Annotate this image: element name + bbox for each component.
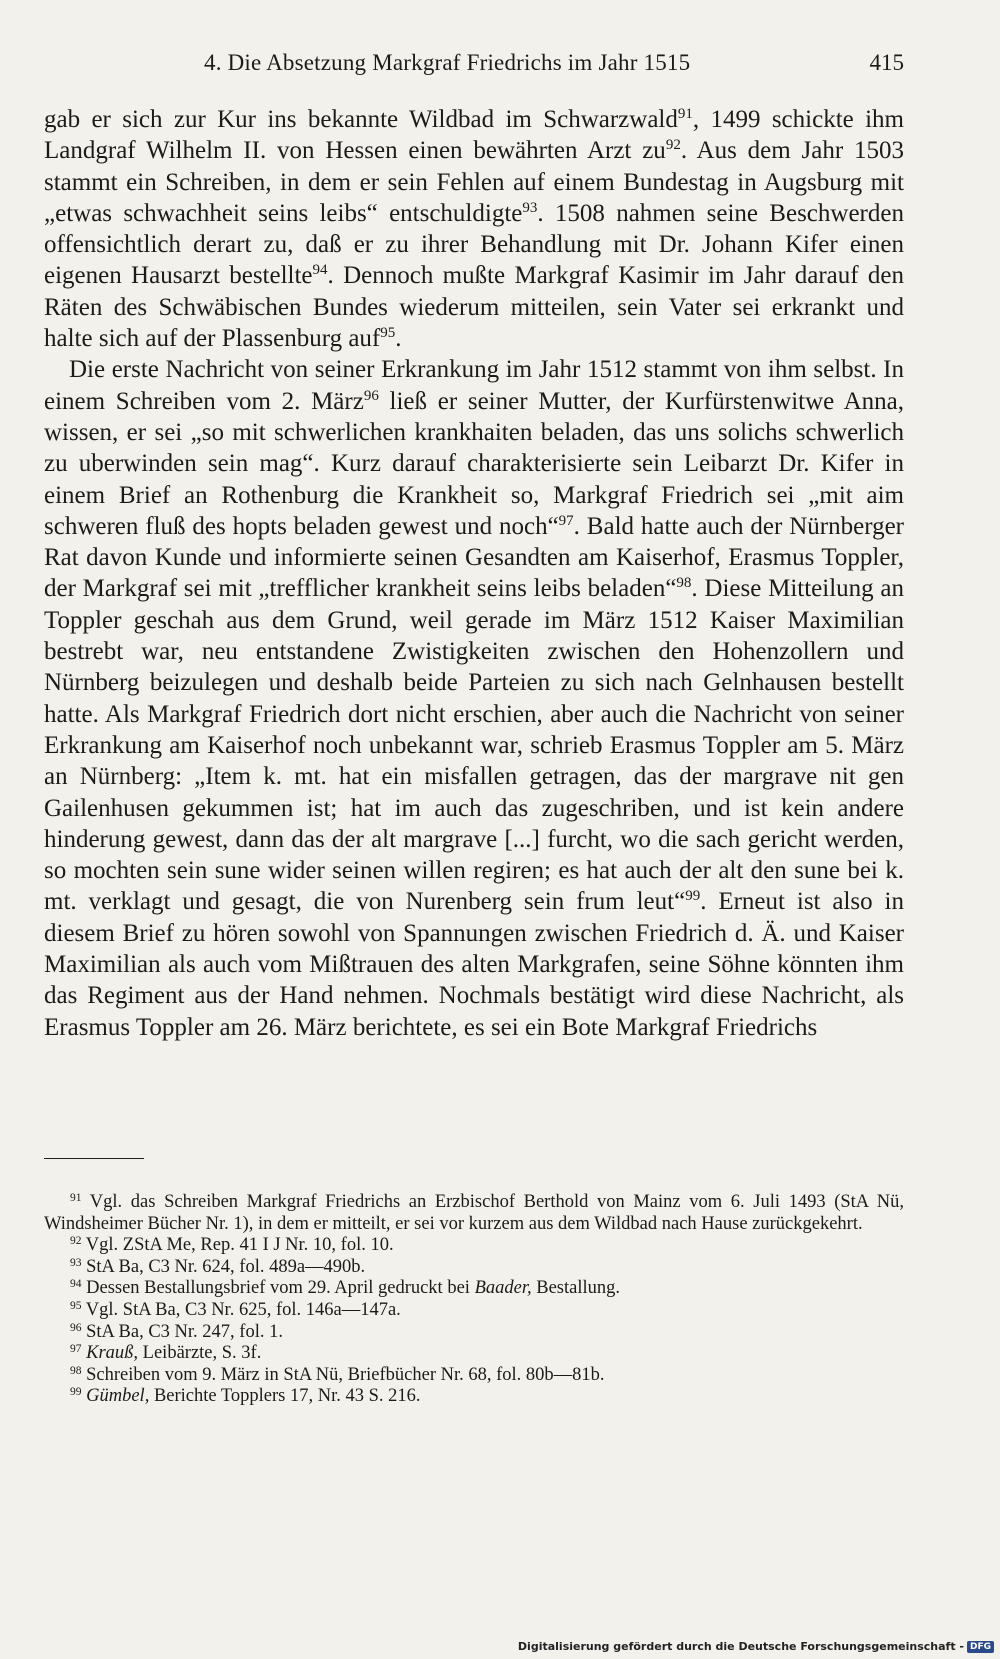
text-run: , 1499 schickte ihm Landgraf Wilhelm II. von Hessen einen bewährten Arzt zu	[44, 106, 904, 165]
footnote-ref: 96	[363, 387, 379, 404]
footnotes	[44, 1192, 904, 1408]
footnote-ref: 92	[665, 137, 681, 154]
text-run: . 1508 nahmen seine Beschwerden offensichtlich derart zu, daß er zu ihrer Behandlung mit Dr. Johann Kifer einen eigenen Hausarzt bestellte	[44, 199, 904, 290]
text-run: . Diese Mitteilung an Toppler geschah aus dem Grund, weil gerade im März 1512 Kaiser Maximilian bestrebt war, neu entstandene Zwistigkeiten zwischen den Hohenzollern und Nürnberg beizulegen und deshalb beide Parteien zu sich nach Gelnhausen bestellt hatte. Als Markgraf Friedrich dort nicht erschien, aber auch die Nachricht von seiner Erkrankung am Kaiserhof noch unbekannt war, schrieb Erasmus Toppler am 5. März an Nürnberg: „Item k. mt. hat ein misfallen getragen, das der margrave nit gen Gailenhusen gekummen ist; hat im auch das zugeschriben, und ist kein andere hinderung gewest, dann das der alt margrave [...] furcht, wo die sach gericht werden, so mochten sein sune wider seinen willen regiren; es hat auch der alt den sune bei k. mt. verklagt und gesagt, die von Nurenberg sein frum leut“	[44, 575, 904, 916]
text-run: Vgl. ZStA Me, Rep. 41 I J Nr. 10, fol. 10.	[81, 1235, 394, 1256]
footnote-ref: 97	[70, 1343, 82, 1356]
page-header	[44, 50, 904, 84]
text-run: . Aus dem Jahr 1503 stammt ein Schreiben, in dem er sein Fehlen auf einem Bundestag in Augsburg mit „etwas schwachheit seins leibs“ entschuldigte	[44, 137, 904, 227]
text-run: Schreiben vom 9. März in StA Nü, Briefbücher Nr. 68, fol. 80b—81b.	[81, 1364, 605, 1385]
italic-author: Gümbel,	[86, 1386, 150, 1407]
text-run: . Erneut ist also in diesem Brief zu hören sowohl von Spannungen zwischen Friedrich d. Ä. und Kaiser Maximilian als auch vom Mißtrauen des alten Markgrafen, seine Söhne könnten ihm das Regiment aus der Hand nehmen. Nochmals bestätigt wird diese Nachricht, als Erasmus Toppler am 26. März berichtete, es sei ein Bote Markgraf Friedrichs	[44, 888, 904, 1041]
footnote	[44, 1343, 904, 1365]
footnote-ref: 99	[70, 1386, 82, 1399]
footnote-ref: 98	[70, 1364, 82, 1377]
text-run: ließ er seiner Mutter, der Kurfürstenwitwe Anna, wissen, er sei „so mit schwerlichen krankhaiten beladen, das uns solichs schwerlich zu uberwinden sein mag“. Kurz darauf charakterisierte sein Leibarzt Dr. Kifer in einem Brief an Rothenburg die Krankheit so, Markgraf Friedrich sei „mit aim schweren fluß des hopts beladen gewest und noch“	[44, 387, 905, 540]
text-run: Dessen Bestallungsbrief vom 29. April gedruckt bei	[81, 1278, 475, 1299]
footnote-ref: 94	[70, 1278, 82, 1291]
paragraph	[44, 354, 904, 1043]
text-run: Berichte Topplers 17, Nr. 43 S. 216.	[149, 1386, 421, 1407]
footnote	[44, 1257, 904, 1279]
main-text	[44, 104, 904, 1043]
text-run: Die erste Nachricht von seiner Erkrankung im Jahr 1512 stammt von ihm selbst. In einem Schreiben vom 2. März	[44, 356, 904, 415]
footnote-ref: 92	[70, 1235, 82, 1248]
text-run: Bestallung.	[531, 1278, 620, 1299]
page-number: 415	[869, 50, 904, 75]
footnote	[44, 1192, 904, 1235]
italic-author: Krauß,	[86, 1343, 139, 1364]
text-run: Vgl. das Schreiben Markgraf Friedrichs an Erzbischof Berthold von Mainz vom 6. Juli 1493 (StA Nü, Windsheimer Bücher Nr. 1), in dem er mitteilt, er sei vor kurzem aus dem Wildbad nach Hause zurückgekehrt.	[44, 1192, 904, 1234]
footnote-ref: 93	[522, 199, 538, 216]
text-run: . Dennoch mußte Markgraf Kasimir im Jahr darauf den Räten des Schwäbischen Bundes wiederum mitteilen, sein Vater sei erkrankt und halte sich auf der Plassenburg auf	[44, 262, 904, 353]
footnote-ref: 97	[558, 512, 574, 529]
credit-text: Digitalisierung gefördert durch die Deutsche Forschungsgemeinschaft -	[517, 1640, 964, 1653]
footnote-ref: 93	[70, 1256, 82, 1269]
paragraph	[44, 104, 904, 354]
running-title: 4. Die Absetzung Markgraf Friedrichs im Jahr 1515	[204, 50, 691, 75]
footnote-ref: 96	[70, 1321, 82, 1334]
footnote-ref: 95	[70, 1299, 82, 1312]
text-run: gab er sich zur Kur ins bekannte Wildbad im Schwarzwald	[44, 106, 678, 133]
text-run: Leibärzte, S. 3f.	[138, 1343, 262, 1364]
footnote-separator	[44, 1158, 144, 1159]
footnote	[44, 1278, 904, 1300]
footnote	[44, 1300, 904, 1322]
footnote-ref: 98	[676, 575, 692, 592]
footnote-ref: 91	[677, 106, 693, 122]
digitization-credit	[518, 1640, 994, 1653]
footnote-ref: 99	[685, 888, 701, 905]
footnote	[44, 1235, 904, 1257]
footnote-ref: 91	[70, 1192, 82, 1204]
footnote	[44, 1322, 904, 1344]
text-run: StA Ba, C3 Nr. 247, fol. 1.	[81, 1321, 283, 1342]
text-run: .	[395, 325, 402, 353]
footnote	[44, 1365, 904, 1387]
footnote	[44, 1386, 904, 1408]
text-run: StA Ba, C3 Nr. 624, fol. 489a—490b.	[81, 1256, 366, 1277]
footnote-ref: 94	[312, 262, 328, 279]
text-run: . Bald hatte auch der Nürnberger Rat davon Kunde und informierte seinen Gesandten am Kaiserhof, Erasmus Toppler, der Markgraf sei mit „trefflicher krankheit seins leibs beladen“	[44, 512, 904, 603]
dfg-logo: DFG	[967, 1641, 994, 1653]
footnote-ref: 95	[380, 325, 396, 342]
text-run: Vgl. StA Ba, C3 Nr. 625, fol. 146a—147a.	[81, 1299, 401, 1320]
italic-author: Baader,	[474, 1278, 532, 1299]
